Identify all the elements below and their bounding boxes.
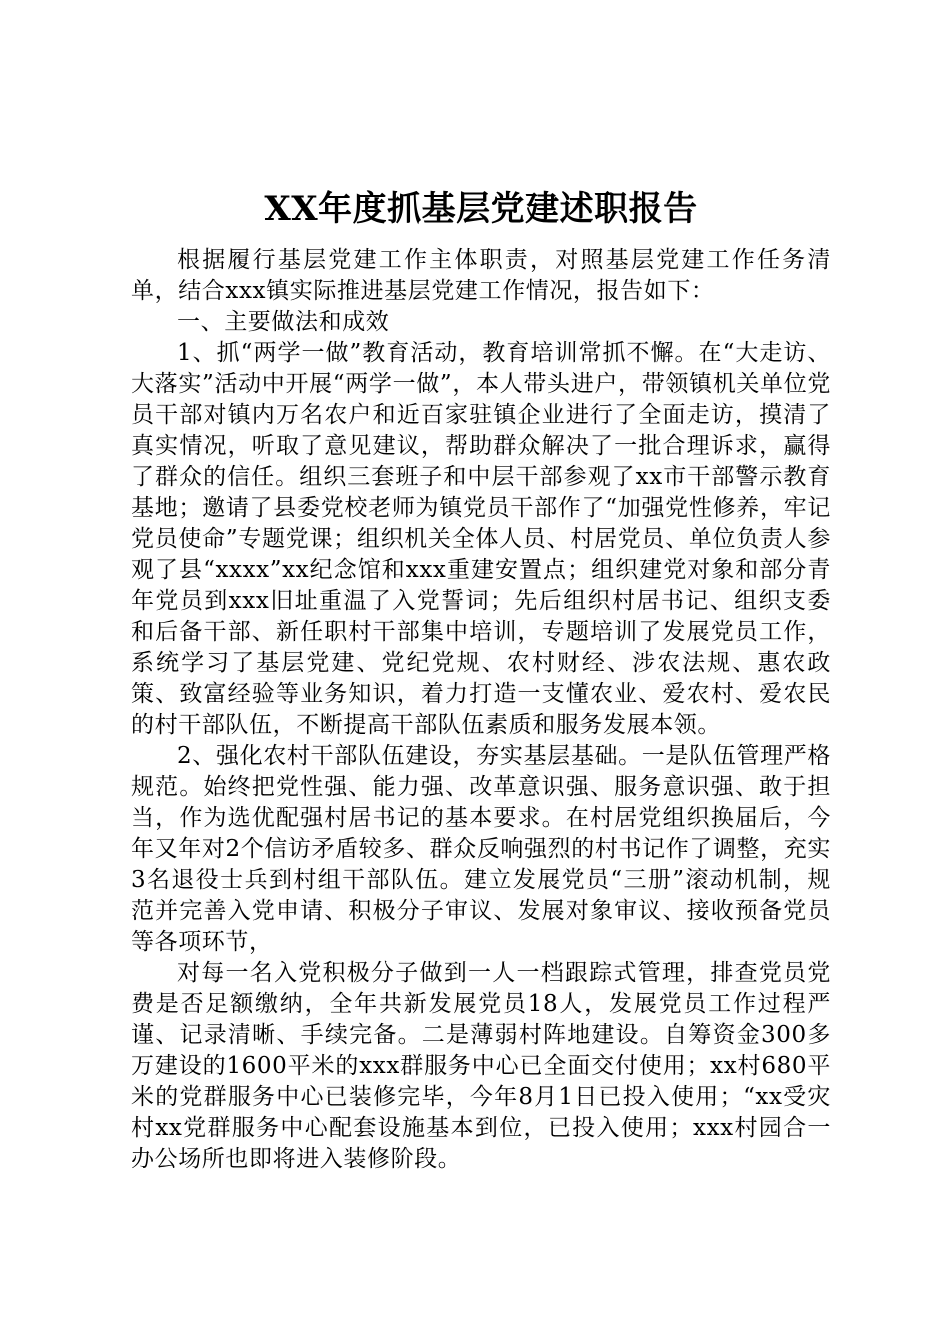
body-paragraph: 1、抓“两学一做”教育活动，教育培训常抓不懈。在“大走访、大落实”活动中开展“两学一做”，本人带头进户，带领镇机关单位党员干部对镇内万名农户和近百家驻镇企业进行了全面走访，摸清了真实情况，听取了意见建议，帮助群众解决了一批合理诉求，赢得了群众的信任。组织三套班子和中层干部参观了xx市干部警示教育基地；邀请了县委党校老师为镇党员干部作了“加强党性修养，牢记党员使命”专题党课；组织机关全体人员、村居党员、单位负责人参观了县“xxxx”xx纪念馆和xxx重建安置点；组织建党对象和部分青年党员到xxx旧址重温了入党誓词；先后组织村居书记、组织支委和后备干部、新任职村干部集中培训，专题培训了发展党员工作，系统学习了基层党建、党纪党规、农村财经、涉农法规、惠农政策、致富经验等业务知识，着力打造一支懂农业、爱农村、爱农民的村干部队伍，不断提高干部队伍素质和服务发展本领。 <box>131 340 831 738</box>
body-paragraph: 2、强化农村干部队伍建设，夯实基层基础。一是队伍管理严格规范。始终把党性强、能力强、改革意识强、服务意识强、敢于担当，作为选优配强村居书记的基本要求。在村居党组织换届后，今年又年对2个信访矛盾较多、群众反响强烈的村书记作了调整，充实3名退役士兵到村组干部队伍。建立发展党员“三册”滚动机制，规范并完善入党申请、积极分子审议、发展对象审议、接收预备党员等各项环节， <box>131 743 831 955</box>
intro-paragraph: 根据履行基层党建工作主体职责，对照基层党建工作任务清单，结合xxx镇实际推进基层党建工作情况，报告如下： <box>131 247 831 304</box>
document-body <box>131 183 831 1175</box>
section-heading: 一、主要做法和成效 <box>177 309 390 335</box>
document-title: XX年度抓基层党建述职报告 <box>264 189 698 229</box>
body-paragraph: 对每一名入党积极分子做到一人一档跟踪式管理，排查党员党费是否足额缴纳，全年共新发展党员18人，发展党员工作过程严谨、记录清晰、手续完备。二是薄弱村阵地建设。自筹资金300多万建设的1600平米的xxx群服务中心已全面交付使用；xx村680平米的党群服务中心已装修完毕，今年8月1日已投入使用；“xx受灾村xx党群服务中心配套设施基本到位，已投入使用；xxx村园合一办公场所也即将进入装修阶段。 <box>131 960 831 1172</box>
